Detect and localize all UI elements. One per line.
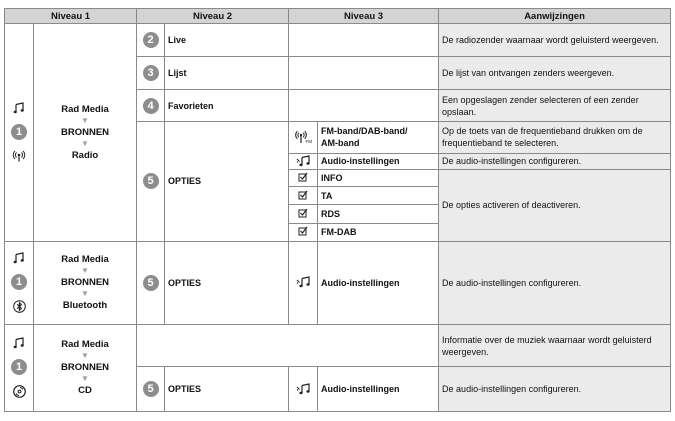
svg-text:FM: FM (305, 139, 313, 145)
opties-label: OPTIES (165, 122, 289, 242)
audio-settings-label: Audio-instellingen (318, 153, 439, 169)
radio-icons-cell (5, 24, 34, 242)
down-arrow-icon: ▼ (81, 351, 89, 361)
down-arrow-icon: ▼ (81, 115, 89, 125)
cd-icon (13, 385, 26, 398)
step-1-badge: 1 (11, 124, 27, 140)
empty-cell (289, 24, 439, 57)
header-aanwijzingen: Aanwijzingen (439, 9, 671, 24)
music-note-icon (13, 337, 25, 349)
down-arrow-icon: ▼ (81, 266, 89, 276)
audio-settings-label: Audio-instellingen (318, 367, 439, 412)
fm-dab-option-label: FM-DAB (318, 223, 439, 241)
live-note: De radiozender waarnaar wordt geluisterd weergeven. (439, 24, 671, 57)
step-badge-cell (137, 57, 165, 89)
icon-cell (289, 223, 318, 241)
ta-option-label: TA (318, 187, 439, 205)
bluetooth-menu-path (34, 241, 137, 324)
audio-settings-note: De audio-instellingen configureren. (439, 153, 671, 169)
opties-label: OPTIES (165, 367, 289, 412)
audio-settings-label: Audio-instellingen (318, 241, 439, 324)
step-1-badge: 1 (11, 359, 27, 375)
down-arrow-icon: ▼ (81, 374, 89, 384)
music-note-icon (13, 102, 25, 114)
checkbox-icon (298, 172, 308, 182)
path-radio: Radio (71, 149, 99, 161)
header-niveau-2: Niveau 2 (137, 9, 289, 24)
checkbox-icon (298, 226, 308, 236)
step-5-badge: 5 (143, 381, 159, 397)
radio-menu-path (34, 24, 137, 242)
empty-cell (137, 324, 439, 367)
favorieten-note: Een opgeslagen zender selecteren of een zender opslaan. (439, 89, 671, 121)
path-bluetooth: Bluetooth (62, 300, 108, 312)
audio-settings-icon (296, 383, 311, 396)
header-niveau-3: Niveau 3 (289, 9, 439, 24)
cd-menu-path (34, 324, 137, 411)
path-bronnen: BRONNEN (60, 277, 110, 289)
icon-cell (289, 169, 318, 186)
icon-cell (289, 187, 318, 205)
opties-label: OPTIES (165, 241, 289, 324)
path-bronnen: BRONNEN (60, 362, 110, 374)
table-row (5, 324, 671, 367)
audio-settings-icon (296, 276, 311, 289)
band-selection-label: FM-band/DAB-band/ AM-band (318, 122, 439, 153)
icon-cell (289, 241, 318, 324)
step-badge-cell (137, 89, 165, 121)
icon-cell (289, 367, 318, 412)
header-row (5, 9, 671, 24)
track-info-note: Informatie over de muziek waarnaar wordt geluisterd weergeven. (439, 324, 671, 367)
lijst-label: Lijst (165, 57, 289, 89)
path-rad-media: Rad Media (61, 339, 109, 351)
step-badge-cell (137, 122, 165, 242)
icon-cell (289, 205, 318, 223)
band-selection-note: Op de toets van de frequentieband drukken om de frequentieband te selecteren. (439, 122, 671, 153)
toggle-options-note: De opties activeren of deactiveren. (439, 169, 671, 241)
lijst-note: De lijst van ontvangen zenders weergeven. (439, 57, 671, 89)
empty-cell (289, 89, 439, 121)
rds-option-label: RDS (318, 205, 439, 223)
empty-cell (289, 57, 439, 89)
path-rad-media: Rad Media (61, 254, 109, 266)
checkbox-icon (298, 208, 308, 218)
audio-settings-icon (296, 155, 311, 168)
step-3-badge: 3 (143, 65, 159, 81)
checkbox-icon (298, 190, 308, 200)
menu-structure-table (4, 8, 671, 412)
audio-settings-note: De audio-instellingen configureren. (439, 367, 671, 412)
step-badge-cell (137, 24, 165, 57)
table-row (5, 24, 671, 57)
step-1-badge: 1 (11, 274, 27, 290)
step-badge-cell (137, 367, 165, 412)
audio-settings-note: De audio-instellingen configureren. (439, 241, 671, 324)
favorieten-label: Favorieten (165, 89, 289, 121)
step-5-badge: 5 (143, 275, 159, 291)
icon-cell (289, 153, 318, 169)
step-5-badge: 5 (143, 173, 159, 189)
step-2-badge: 2 (143, 32, 159, 48)
table-row (5, 241, 671, 324)
icon-cell (289, 122, 318, 153)
radio-antenna-icon (13, 150, 25, 162)
live-label: Live (165, 24, 289, 57)
info-option-label: INFO (318, 169, 439, 186)
path-bronnen: BRONNEN (60, 126, 110, 138)
radio-band-icon (295, 130, 311, 144)
step-badge-cell (137, 241, 165, 324)
bluetooth-icons-cell (5, 241, 34, 324)
bluetooth-icon (13, 300, 26, 313)
header-niveau-1: Niveau 1 (5, 9, 137, 24)
down-arrow-icon: ▼ (81, 289, 89, 299)
path-rad-media: Rad Media (61, 103, 109, 115)
cd-icons-cell (5, 324, 34, 411)
music-note-icon (13, 252, 25, 264)
step-4-badge: 4 (143, 98, 159, 114)
path-cd: CD (78, 385, 92, 397)
down-arrow-icon: ▼ (81, 138, 89, 148)
